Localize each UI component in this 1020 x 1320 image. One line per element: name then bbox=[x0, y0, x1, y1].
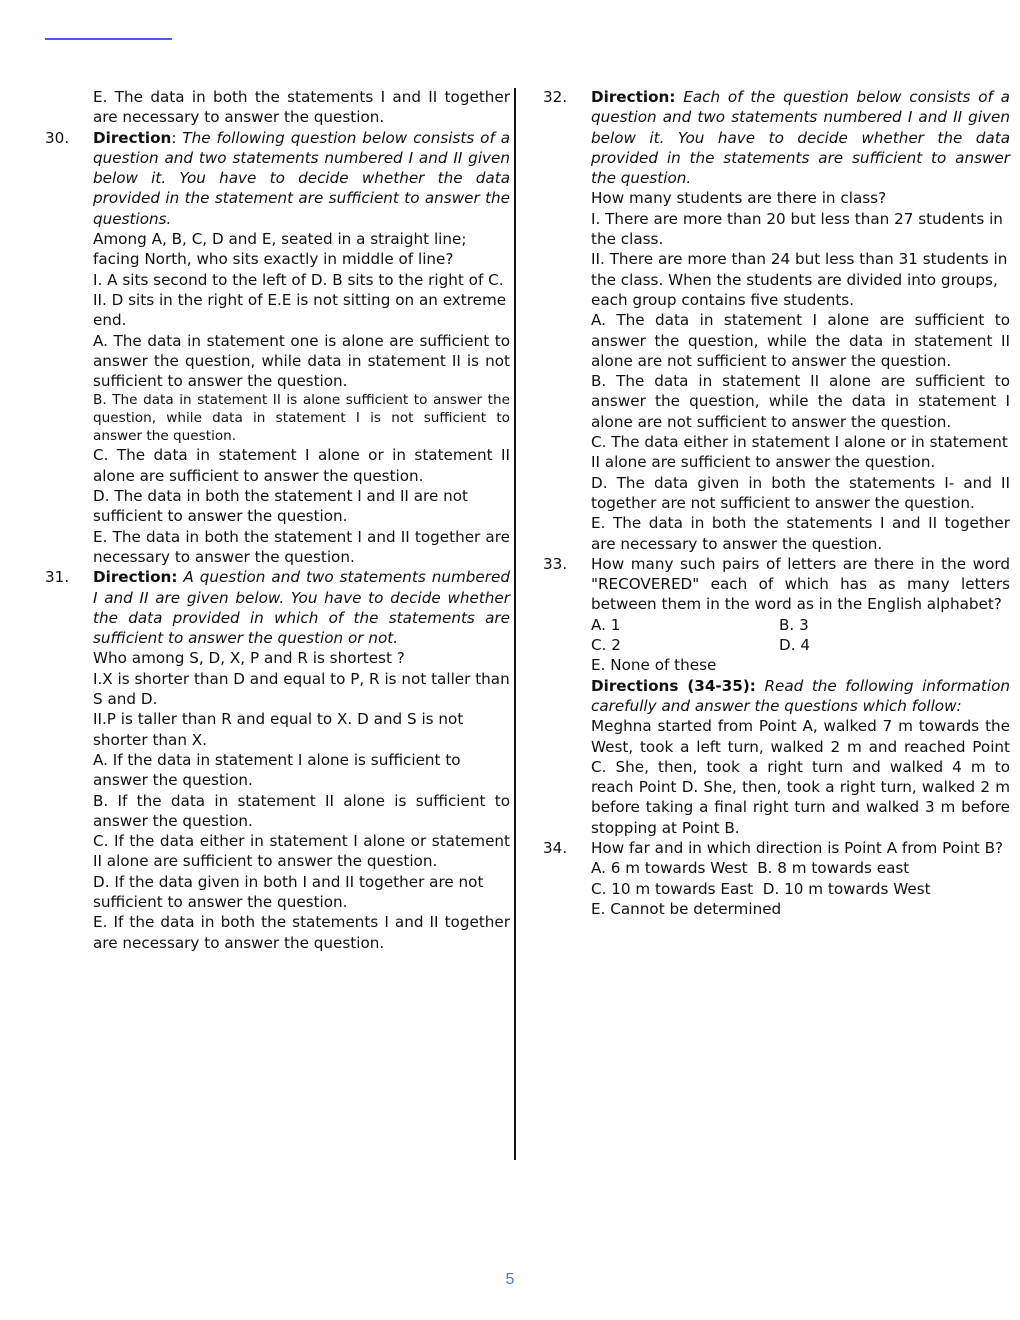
option-a: A. 1 bbox=[591, 615, 621, 634]
direction-text: A question and two statements numbered I and II are given below. You have to decide whether the data provided in which of the statements are sufficient to answer the question or not. bbox=[93, 568, 510, 648]
directions-label: Directions (34-35): bbox=[591, 676, 756, 695]
option-e: E. Cannot be determined bbox=[591, 899, 782, 918]
question-text: How far and in which direction is Point A from Point B? bbox=[591, 838, 1004, 857]
option-c: C. The data in statement I alone or in statement II alone are sufficient to answer the question. bbox=[93, 446, 510, 485]
statement-1: I.X is shorter than D and equal to P, R is not taller than S and D. bbox=[93, 669, 510, 709]
option-b: B. If the data in statement II alone is sufficient to answer the question. bbox=[93, 791, 510, 830]
column-divider bbox=[514, 88, 516, 1160]
question-33 bbox=[538, 554, 1010, 838]
directions-text: Read the following information carefully and answer the questions which follow: bbox=[591, 676, 1011, 715]
question-30 bbox=[40, 128, 510, 568]
option-b: B. The data in statement II is alone sufficient to answer the question, while data in statement I is not sufficient to answer the question. bbox=[93, 392, 510, 445]
option-e: E. The data in both the statements I and II together are necessary to answer the question. bbox=[93, 88, 510, 127]
question-29-tail bbox=[40, 87, 510, 128]
statement-2: II. There are more than 24 but less than 31 students in the class. When the students are divided into groups, each group contains five students. bbox=[591, 250, 1008, 309]
direction bbox=[93, 128, 510, 229]
statement-2: II. D sits in the right of E.E is not sitting on an extreme end. bbox=[93, 290, 507, 330]
option-b: B. The data in statement II alone are sufficient to answer the question, while the data in statement I alone are not sufficient to answer the question. bbox=[591, 372, 1010, 431]
option-d: D. The data given in both the statements I- and II together are not sufficient to answer the question. bbox=[591, 473, 1010, 512]
question-number: 33. bbox=[543, 554, 568, 573]
option-e: E. The data in both the statement I and II together are necessary to answer the question. bbox=[93, 527, 510, 566]
options-row-2: C. 10 m towards East D. 10 m towards West bbox=[591, 879, 931, 898]
question-number: 31. bbox=[45, 568, 70, 587]
question-text: Who among S, D, X, P and R is shortest ? bbox=[93, 649, 405, 668]
option-c: C. The data either in statement I alone or in statement II alone are sufficient to answer the question. bbox=[591, 433, 1008, 472]
direction-label: Direction: bbox=[591, 88, 676, 106]
option-b: B. 3 bbox=[779, 615, 809, 634]
direction bbox=[591, 87, 1010, 188]
statement-1: I. There are more than 20 but less than 27 students in the class. bbox=[591, 209, 1003, 249]
statement-2: II.P is taller than R and equal to X. D and S is not shorter than X. bbox=[93, 710, 464, 749]
option-a: A. The data in statement one is alone are sufficient to answer the question, while data in statement II is not sufficient to answer the question. bbox=[93, 331, 510, 391]
options-row-1: A. 6 m towards West B. 8 m towards east bbox=[591, 859, 910, 878]
options-grid bbox=[591, 615, 1010, 656]
direction-label: Direction: bbox=[93, 568, 178, 587]
page-number: 5 bbox=[505, 1271, 515, 1288]
directions-34-35 bbox=[591, 676, 1010, 717]
question-number: 30. bbox=[45, 128, 70, 147]
option-e: E. None of these bbox=[591, 656, 717, 675]
question-text: How many students are there in class? bbox=[591, 189, 887, 208]
header-rule bbox=[45, 38, 172, 40]
passage: Meghna started from Point A, walked 7 m towards the West, took a left turn, walked 2 m and reached Point C. She, then, took a right turn and walked 4 m to reach Point D. She, then, took a right turn, walked 2 m before taking a final right turn and walked 3 m before stopping at Point B. bbox=[591, 717, 1010, 837]
direction-text: Each of the question below consists of a question and two statements numbered I and II given below it. You have to decide whether the data provided in the statements are sufficient to answer the question. bbox=[591, 88, 1010, 188]
question-32 bbox=[538, 87, 1010, 554]
question-number: 34. bbox=[543, 838, 568, 857]
direction-colon: : bbox=[171, 128, 177, 147]
option-c: C. 2 bbox=[591, 636, 621, 655]
question-31 bbox=[40, 567, 510, 953]
option-e: E. The data in both the statements I and II together are necessary to answer the question. bbox=[591, 514, 1010, 553]
option-d: D. 4 bbox=[779, 636, 811, 655]
option-e: E. If the data in both the statements I and II together are necessary to answer the question. bbox=[93, 913, 510, 952]
direction-text: The following question below consists of a question and two statements numbered I and II given below it. You have to decide whether the data provided in the statement are sufficient to answer the questions. bbox=[93, 128, 511, 228]
question-number: 32. bbox=[543, 88, 568, 106]
direction bbox=[93, 567, 510, 648]
question-text: How many such pairs of letters are there in the word "RECOVERED" each of which has as many letters between them in the word as in the English alphabet? bbox=[591, 554, 1010, 614]
option-d: D. If the data given in both I and II together are not sufficient to answer the question. bbox=[93, 872, 484, 911]
option-a: A. If the data in statement I alone is sufficient to answer the question. bbox=[93, 750, 461, 790]
question-34 bbox=[538, 838, 1010, 919]
option-d: D. The data in both the statement I and II are not sufficient to answer the question. bbox=[93, 487, 469, 526]
option-a: A. The data in statement I alone are sufficient to answer the question, while the data in statement II alone are not sufficient to answer the question. bbox=[591, 311, 1010, 370]
direction-label: Direction bbox=[93, 128, 172, 147]
left-column bbox=[40, 87, 510, 953]
right-column bbox=[538, 87, 1010, 919]
option-c: C. If the data either in statement I alone or statement II alone are sufficient to answer the question. bbox=[93, 832, 510, 871]
question-text: Among A, B, C, D and E, seated in a straight line; facing North, who sits exactly in middle of line? bbox=[93, 230, 467, 269]
statement-1: I. A sits second to the left of D. B sits to the right of C. bbox=[93, 270, 504, 289]
